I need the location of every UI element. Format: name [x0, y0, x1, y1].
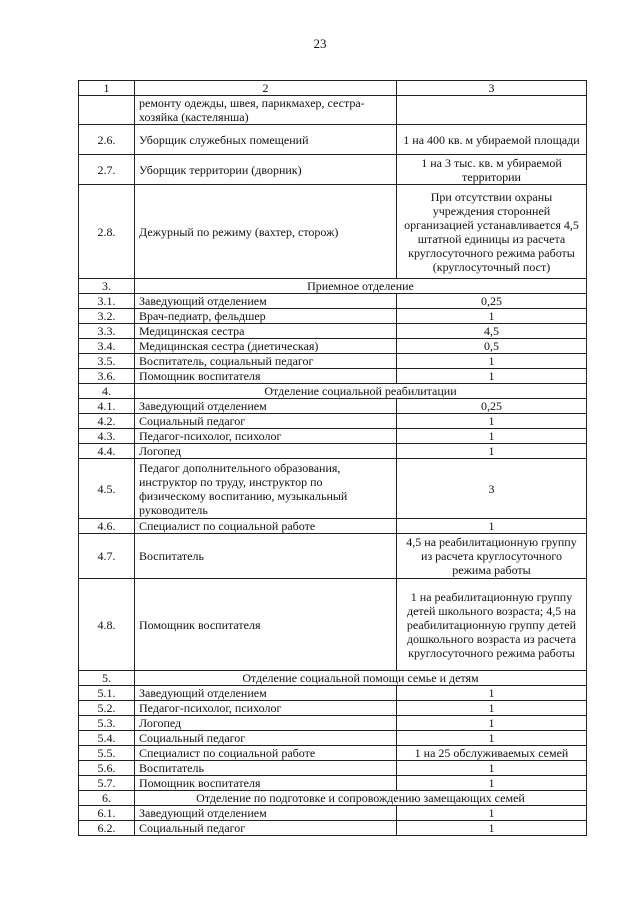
position-name: Воспитатель, социальный педагог	[135, 354, 397, 369]
staff-norm: 0,25	[397, 399, 587, 414]
staff-norm: 1	[397, 731, 587, 746]
position-name: Специалист по социальной работе	[135, 746, 397, 761]
position-name: Помощник воспитателя	[135, 369, 397, 384]
position-name: Социальный педагог	[135, 821, 397, 836]
row-number: 4.7.	[79, 534, 135, 579]
row-number: 4.1.	[79, 399, 135, 414]
row-number: 3.2.	[79, 309, 135, 324]
position-name: Заведующий отделением	[135, 806, 397, 821]
table-row	[79, 821, 587, 836]
section-title: Отделение социальной помощи семье и детям	[135, 671, 587, 686]
table-row	[79, 96, 587, 125]
continued-position-text: ремонту одежды, швея, парикмахер, сестра-хозяйка (кастелянша)	[135, 96, 397, 125]
staff-norm: 1	[397, 821, 587, 836]
row-number: 3.1.	[79, 294, 135, 309]
staff-norm: 1	[397, 519, 587, 534]
row-number: 3.4.	[79, 339, 135, 354]
table-row	[79, 716, 587, 731]
position-name: Воспитатель	[135, 761, 397, 776]
staff-norm: 1	[397, 354, 587, 369]
row-number: 2.7.	[79, 155, 135, 185]
row-number: 4.3.	[79, 429, 135, 444]
position-name: Социальный педагог	[135, 731, 397, 746]
row-number: 4.6.	[79, 519, 135, 534]
row-number: 4.2.	[79, 414, 135, 429]
staff-norm: 1	[397, 716, 587, 731]
table-row	[79, 429, 587, 444]
section-number: 5.	[79, 671, 135, 686]
position-name: Логопед	[135, 716, 397, 731]
table-row	[79, 309, 587, 324]
table-row	[79, 459, 587, 519]
position-name: Дежурный по режиму (вахтер, сторож)	[135, 185, 397, 279]
section-row	[79, 671, 587, 686]
table-row	[79, 444, 587, 459]
row-number: 5.3.	[79, 716, 135, 731]
table-row	[79, 579, 587, 671]
position-name: Социальный педагог	[135, 414, 397, 429]
table-row	[79, 701, 587, 716]
section-title: Отделение по подготовке и сопровождению замещающих семей	[135, 791, 587, 806]
table-row	[79, 414, 587, 429]
column-number-1: 1	[79, 81, 135, 96]
row-number: 5.6.	[79, 761, 135, 776]
column-number-2: 2	[135, 81, 397, 96]
staff-norm: 1	[397, 686, 587, 701]
row-number: 4.4.	[79, 444, 135, 459]
table-row	[79, 185, 587, 279]
table-row	[79, 369, 587, 384]
staff-norm: 0,25	[397, 294, 587, 309]
staffing-table	[78, 80, 587, 836]
section-row	[79, 384, 587, 399]
row-number: 3.5.	[79, 354, 135, 369]
table-row	[79, 731, 587, 746]
row-number: 5.7.	[79, 776, 135, 791]
row-number: 2.8.	[79, 185, 135, 279]
staff-norm: 1 на 400 кв. м убираемой площади	[397, 125, 587, 155]
staff-norm: 1 на реабилитационную группу детей школьного возраста; 4,5 на реабилитационную группу детей дошкольного возраста из расчета круглосуточного режима работы	[397, 579, 587, 671]
staff-norm: При отсутствии охраны учреждения сторонней организацией устанавливается 4,5 штатной единицы из расчета круглосуточного режима работы (круглосуточный пост)	[397, 185, 587, 279]
position-name: Помощник воспитателя	[135, 776, 397, 791]
table-row	[79, 354, 587, 369]
row-number: 2.6.	[79, 125, 135, 155]
table-row	[79, 534, 587, 579]
table-row	[79, 686, 587, 701]
position-name: Уборщик служебных помещений	[135, 125, 397, 155]
row-number: 5.2.	[79, 701, 135, 716]
staff-norm: 1	[397, 444, 587, 459]
row-number: 3.6.	[79, 369, 135, 384]
position-name: Педагог-психолог, психолог	[135, 701, 397, 716]
staff-norm: 3	[397, 459, 587, 519]
row-number: 5.4.	[79, 731, 135, 746]
position-name: Педагог-психолог, психолог	[135, 429, 397, 444]
row-number: 6.1.	[79, 806, 135, 821]
table-row	[79, 324, 587, 339]
table-row	[79, 399, 587, 414]
table-row	[79, 519, 587, 534]
position-name: Заведующий отделением	[135, 294, 397, 309]
section-number: 3.	[79, 279, 135, 294]
position-name: Воспитатель	[135, 534, 397, 579]
staff-norm: 1 на 25 обслуживаемых семей	[397, 746, 587, 761]
staff-norm: 1	[397, 309, 587, 324]
position-name: Заведующий отделением	[135, 686, 397, 701]
position-name: Помощник воспитателя	[135, 579, 397, 671]
staff-norm: 1	[397, 806, 587, 821]
staff-norm: 4,5	[397, 324, 587, 339]
section-title: Отделение социальной реабилитации	[135, 384, 587, 399]
table-row	[79, 339, 587, 354]
position-name: Специалист по социальной работе	[135, 519, 397, 534]
column-number-row	[79, 81, 587, 96]
row-number: 6.2.	[79, 821, 135, 836]
position-name: Медицинская сестра	[135, 324, 397, 339]
position-name: Врач-педиатр, фельдшер	[135, 309, 397, 324]
table-row	[79, 761, 587, 776]
staff-norm: 1	[397, 701, 587, 716]
column-number-3: 3	[397, 81, 587, 96]
table-row	[79, 806, 587, 821]
row-number: 5.5.	[79, 746, 135, 761]
staff-norm: 1	[397, 414, 587, 429]
table-row	[79, 746, 587, 761]
staff-norm: 1 на 3 тыс. кв. м убираемой территории	[397, 155, 587, 185]
section-row	[79, 279, 587, 294]
row-number: 5.1.	[79, 686, 135, 701]
position-name: Медицинская сестра (диетическая)	[135, 339, 397, 354]
position-name: Логопед	[135, 444, 397, 459]
section-title: Приемное отделение	[135, 279, 587, 294]
position-name: Педагог дополнительного образования, инструктор по труду, инструктор по физическому воспитанию, музыкальный руководитель	[135, 459, 397, 519]
table-row	[79, 776, 587, 791]
section-number: 6.	[79, 791, 135, 806]
page-number: 23	[313, 36, 327, 51]
row-number: 3.3.	[79, 324, 135, 339]
table-row	[79, 125, 587, 155]
staff-norm: 1	[397, 429, 587, 444]
staff-norm: 1	[397, 369, 587, 384]
position-name: Уборщик территории (дворник)	[135, 155, 397, 185]
row-number: 4.5.	[79, 459, 135, 519]
section-row	[79, 791, 587, 806]
position-name: Заведующий отделением	[135, 399, 397, 414]
staff-norm: 1	[397, 761, 587, 776]
table-row	[79, 155, 587, 185]
staff-norm: 0,5	[397, 339, 587, 354]
staff-norm: 4,5 на реабилитационную группу из расчета круглосуточного режима работы	[397, 534, 587, 579]
table-row	[79, 294, 587, 309]
staff-norm: 1	[397, 776, 587, 791]
row-number: 4.8.	[79, 579, 135, 671]
section-number: 4.	[79, 384, 135, 399]
